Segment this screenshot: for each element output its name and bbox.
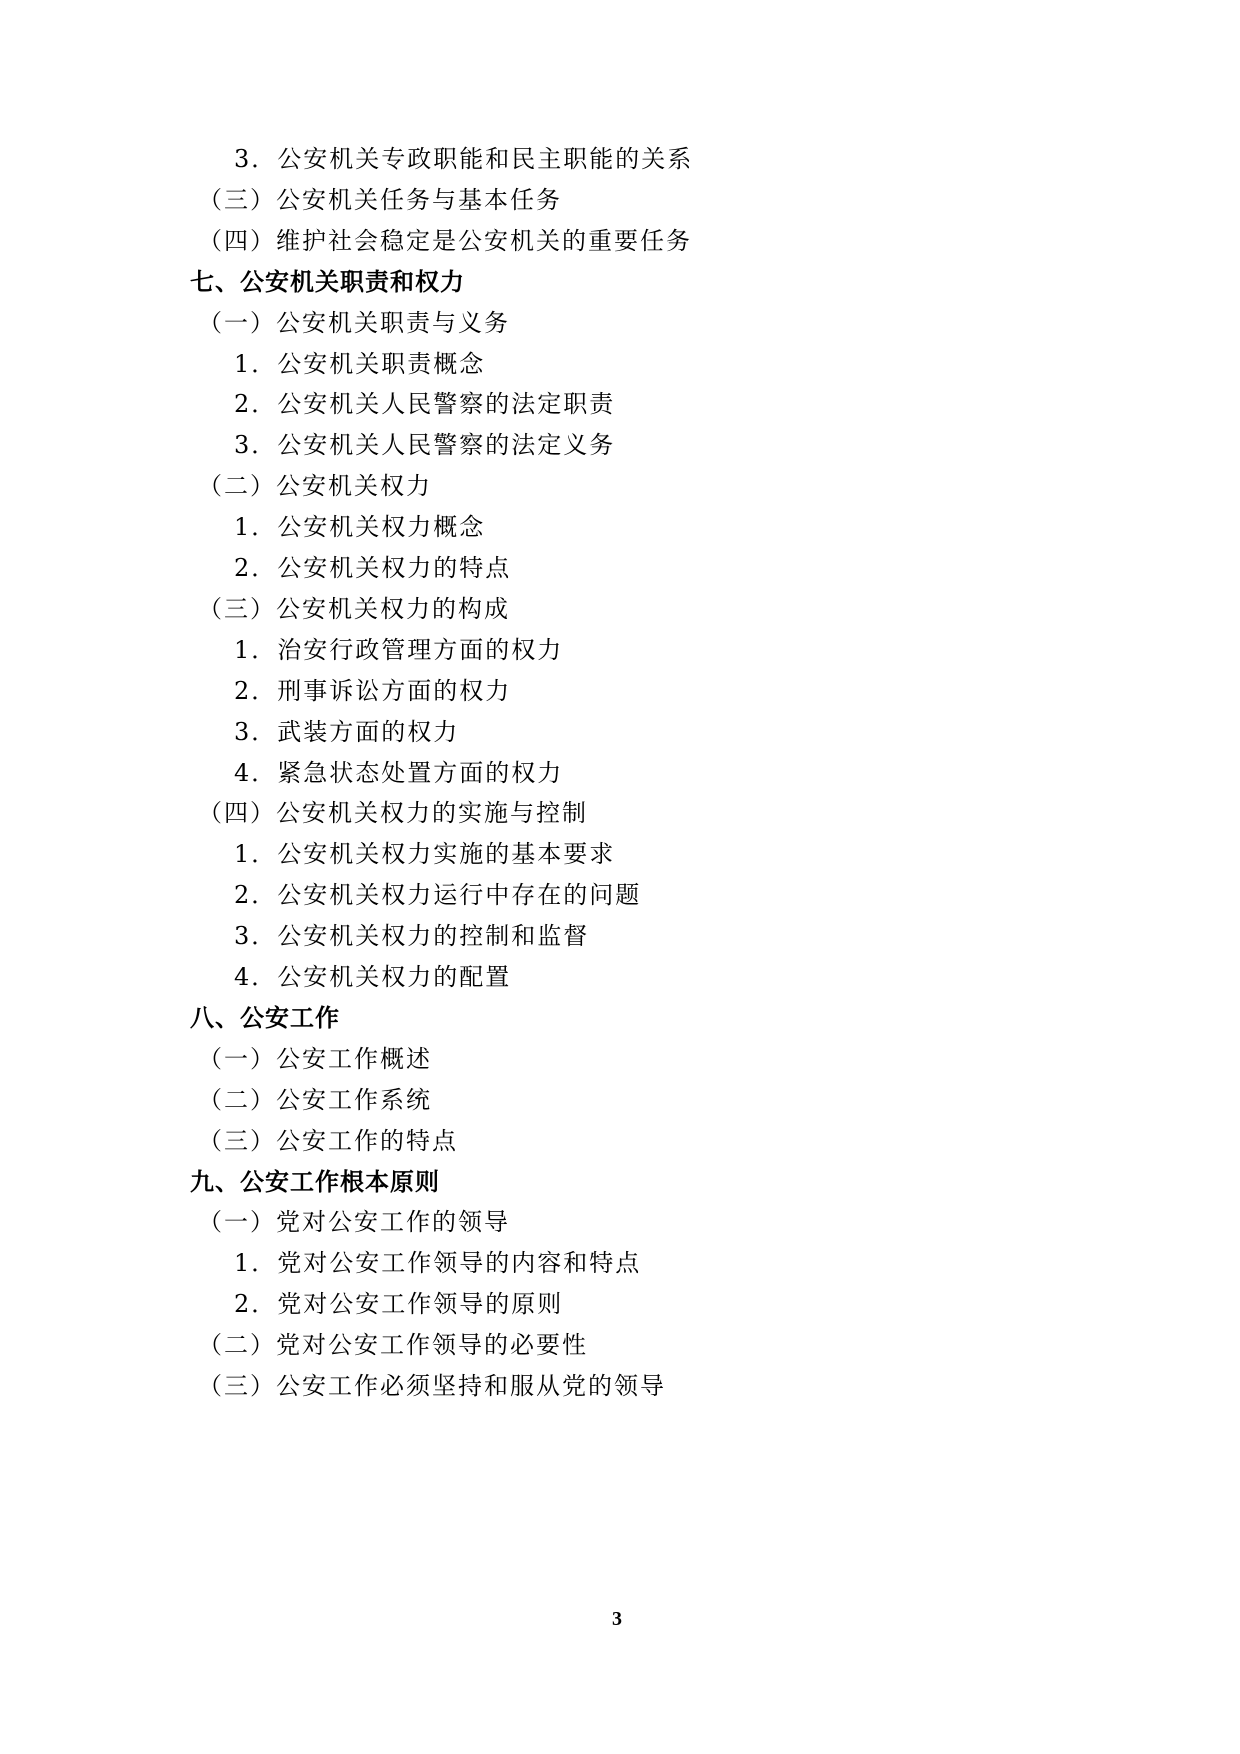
subsection-item: （四）维护社会稳定是公安机关的重要任务 <box>198 227 692 255</box>
outline-item: 2．党对公安工作领导的原则 <box>234 1290 564 1318</box>
outline-item: 2．公安机关人民警察的法定职责 <box>234 390 616 418</box>
outline-item: 2．公安机关权力的特点 <box>234 554 512 582</box>
outline-item: 3．公安机关人民警察的法定义务 <box>234 431 616 459</box>
outline-item: 1．公安机关职责概念 <box>234 350 486 378</box>
outline-item: 1．公安机关权力概念 <box>234 513 486 541</box>
outline-item: 4．公安机关权力的配置 <box>234 963 512 991</box>
outline-item: 1．党对公安工作领导的内容和特点 <box>234 1249 642 1277</box>
outline-item: 3．公安机关专政职能和民主职能的关系 <box>234 145 694 173</box>
subsection-item: （一）公安工作概述 <box>198 1045 432 1073</box>
page-number: 3 <box>612 1608 622 1630</box>
subsection-item: （一）公安机关职责与义务 <box>198 309 510 337</box>
outline-item: 3．武装方面的权力 <box>234 718 460 746</box>
subsection-item: （二）公安机关权力 <box>198 472 432 500</box>
section-heading: 九、公安工作根本原则 <box>190 1168 440 1196</box>
outline-item: 3．公安机关权力的控制和监督 <box>234 922 590 950</box>
subsection-item: （二）党对公安工作领导的必要性 <box>198 1331 588 1359</box>
subsection-item: （三）公安机关任务与基本任务 <box>198 186 562 214</box>
subsection-item: （二）公安工作系统 <box>198 1086 432 1114</box>
subsection-item: （四）公安机关权力的实施与控制 <box>198 799 588 827</box>
outline-item: 4．紧急状态处置方面的权力 <box>234 759 564 787</box>
outline-item: 2．公安机关权力运行中存在的问题 <box>234 881 642 909</box>
subsection-item: （三）公安机关权力的构成 <box>198 595 510 623</box>
subsection-item: （一）党对公安工作的领导 <box>198 1208 510 1236</box>
section-heading: 八、公安工作 <box>190 1004 340 1032</box>
subsection-item: （三）公安工作的特点 <box>198 1127 458 1155</box>
subsection-item: （三）公安工作必须坚持和服从党的领导 <box>198 1372 666 1400</box>
outline-item: 1．公安机关权力实施的基本要求 <box>234 840 616 868</box>
section-heading: 七、公安机关职责和权力 <box>190 268 465 296</box>
outline-item: 1．治安行政管理方面的权力 <box>234 636 564 664</box>
outline-item: 2．刑事诉讼方面的权力 <box>234 677 512 705</box>
